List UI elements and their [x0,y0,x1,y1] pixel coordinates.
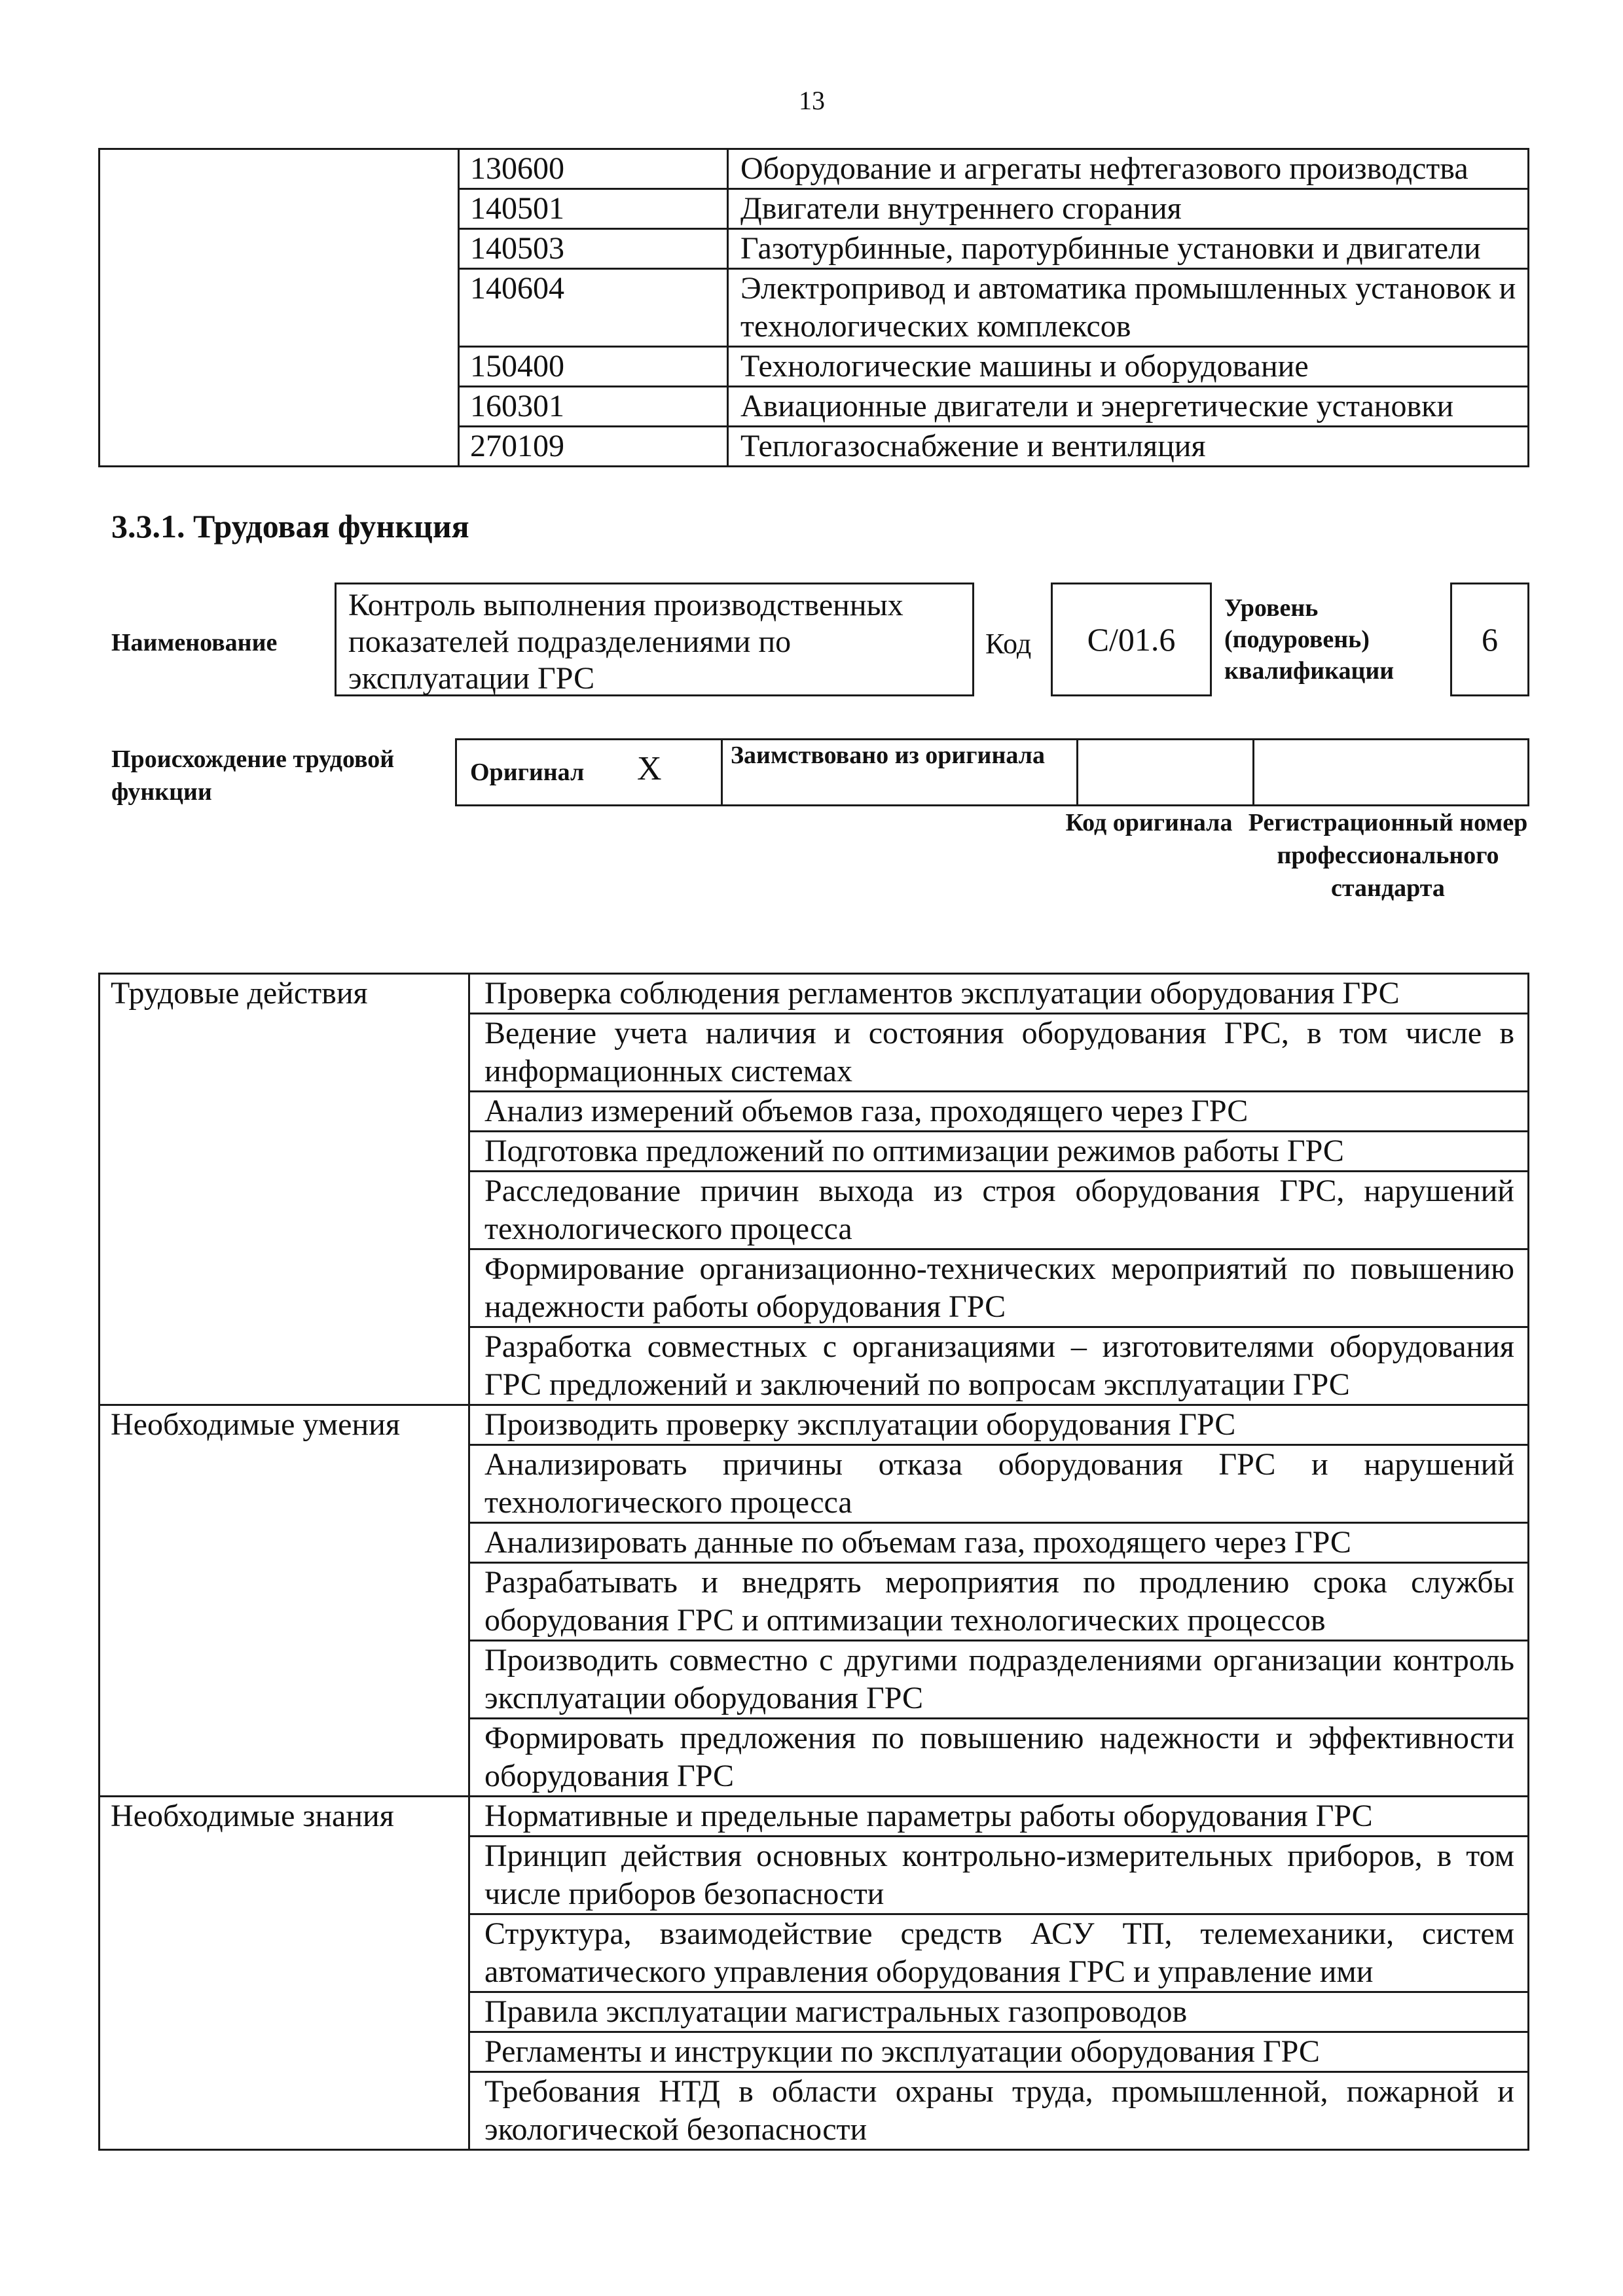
original-label: Оригинал [470,759,585,786]
name-cell: Газотурбинные, паротурбинные установки и двигатели [728,229,1529,269]
borrowed-cell: Заимствовано из оригинала [722,740,1078,806]
item-cell: Структура, взаимодействие средств АСУ ТП, телемеханики, систем автоматического управления оборудования ГРС и управление ими [469,1914,1529,1992]
table-row [100,149,1529,189]
code-cell: 140604 [459,269,728,347]
table-row [100,974,1529,1014]
level-label: Уровень (подуровень) квалификации [1224,594,1395,685]
item-cell: Ведение учета наличия и состояния оборудования ГРС, в том числе в информационных системах [469,1014,1529,1092]
name-cell: Теплогазоснабжение и вентиляция [728,427,1529,467]
item-cell: Подготовка предложений по оптимизации режимов работы ГРС [469,1132,1529,1172]
table-row [456,740,1529,806]
origin-table [455,738,1529,806]
code-label: Код [985,628,1032,660]
item-cell: Разрабатывать и внедрять мероприятия по продлению срока службы оборудования ГРС и оптимизации технологических процессов [469,1563,1529,1641]
name-cell: Технологические машины и оборудование [728,347,1529,387]
reg-number-cell [1254,740,1529,806]
item-cell: Производить совместно с другими подразделениями организации контроль эксплуатации оборудования ГРС [469,1641,1529,1719]
item-cell: Принцип действия основных контрольно-измерительных приборов, в том числе приборов безопасности [469,1837,1529,1914]
group-header: Трудовые действия [100,974,469,1405]
function-name-box: Контроль выполнения производственных показателей подразделениями по эксплуатации ГРС [335,583,974,696]
code-cell: 150400 [459,347,728,387]
original-code-cell [1078,740,1254,806]
reg-number-caption: Регистрационный номер профессионального стандарта [1248,809,1528,902]
code-cell: 270109 [459,427,728,467]
name-label: Наименование [111,629,278,656]
item-cell: Регламенты и инструкции по эксплуатации оборудования ГРС [469,2032,1529,2072]
name-cell: Авиационные двигатели и энергетические установки [728,387,1529,427]
level-value-box: 6 [1450,583,1529,696]
group-header: Необходимые знания [100,1797,469,2150]
empty-cell [100,149,459,467]
name-cell: Двигатели внутреннего сгорания [728,189,1529,229]
table-row [100,1405,1529,1445]
group-header: Необходимые умения [100,1405,469,1797]
specialty-codes-table [98,148,1529,467]
item-cell: Анализировать данные по объемам газа, проходящего через ГРС [469,1523,1529,1563]
name-cell: Оборудование и агрегаты нефтегазового производства [728,149,1529,189]
item-cell: Анализировать причины отказа оборудования ГРС и нарушений технологического процесса [469,1445,1529,1523]
code-cell: 160301 [459,387,728,427]
item-cell: Анализ измерений объемов газа, проходящего через ГРС [469,1092,1529,1132]
item-cell: Разработка совместных с организациями – изготовителями оборудования ГРС предложений и заключений по вопросам эксплуатации ГРС [469,1327,1529,1405]
code-cell: 140503 [459,229,728,269]
item-cell: Расследование причин выхода из строя оборудования ГРС, нарушений технологического процесса [469,1172,1529,1249]
item-cell: Формирование организационно-технических мероприятий по повышению надежности работы оборудования ГРС [469,1249,1529,1327]
origin-label: Происхождение трудовой функции [111,745,395,806]
page-number: 13 [799,86,825,115]
function-details-table [98,973,1529,2151]
code-cell: 140501 [459,189,728,229]
function-code-box: C/01.6 [1051,583,1212,696]
item-cell: Требования НТД в области охраны труда, промышленной, пожарной и экологической безопасности [469,2072,1529,2150]
name-cell: Электропривод и автоматика промышленных установок и технологических комплексов [728,269,1529,347]
original-code-caption: Код оригинала [1065,809,1233,836]
original-mark: X [637,750,662,787]
item-cell: Нормативные и предельные параметры работы оборудования ГРС [469,1797,1529,1837]
original-cell [456,740,722,806]
table-row [100,1797,1529,1837]
code-cell: 130600 [459,149,728,189]
section-title: 3.3.1. Трудовая функция [111,508,469,545]
item-cell: Проверка соблюдения регламентов эксплуатации оборудования ГРС [469,974,1529,1014]
item-cell: Формировать предложения по повышению надежности и эффективности оборудования ГРС [469,1719,1529,1797]
item-cell: Правила эксплуатации магистральных газопроводов [469,1992,1529,2032]
item-cell: Производить проверку эксплуатации оборудования ГРС [469,1405,1529,1445]
